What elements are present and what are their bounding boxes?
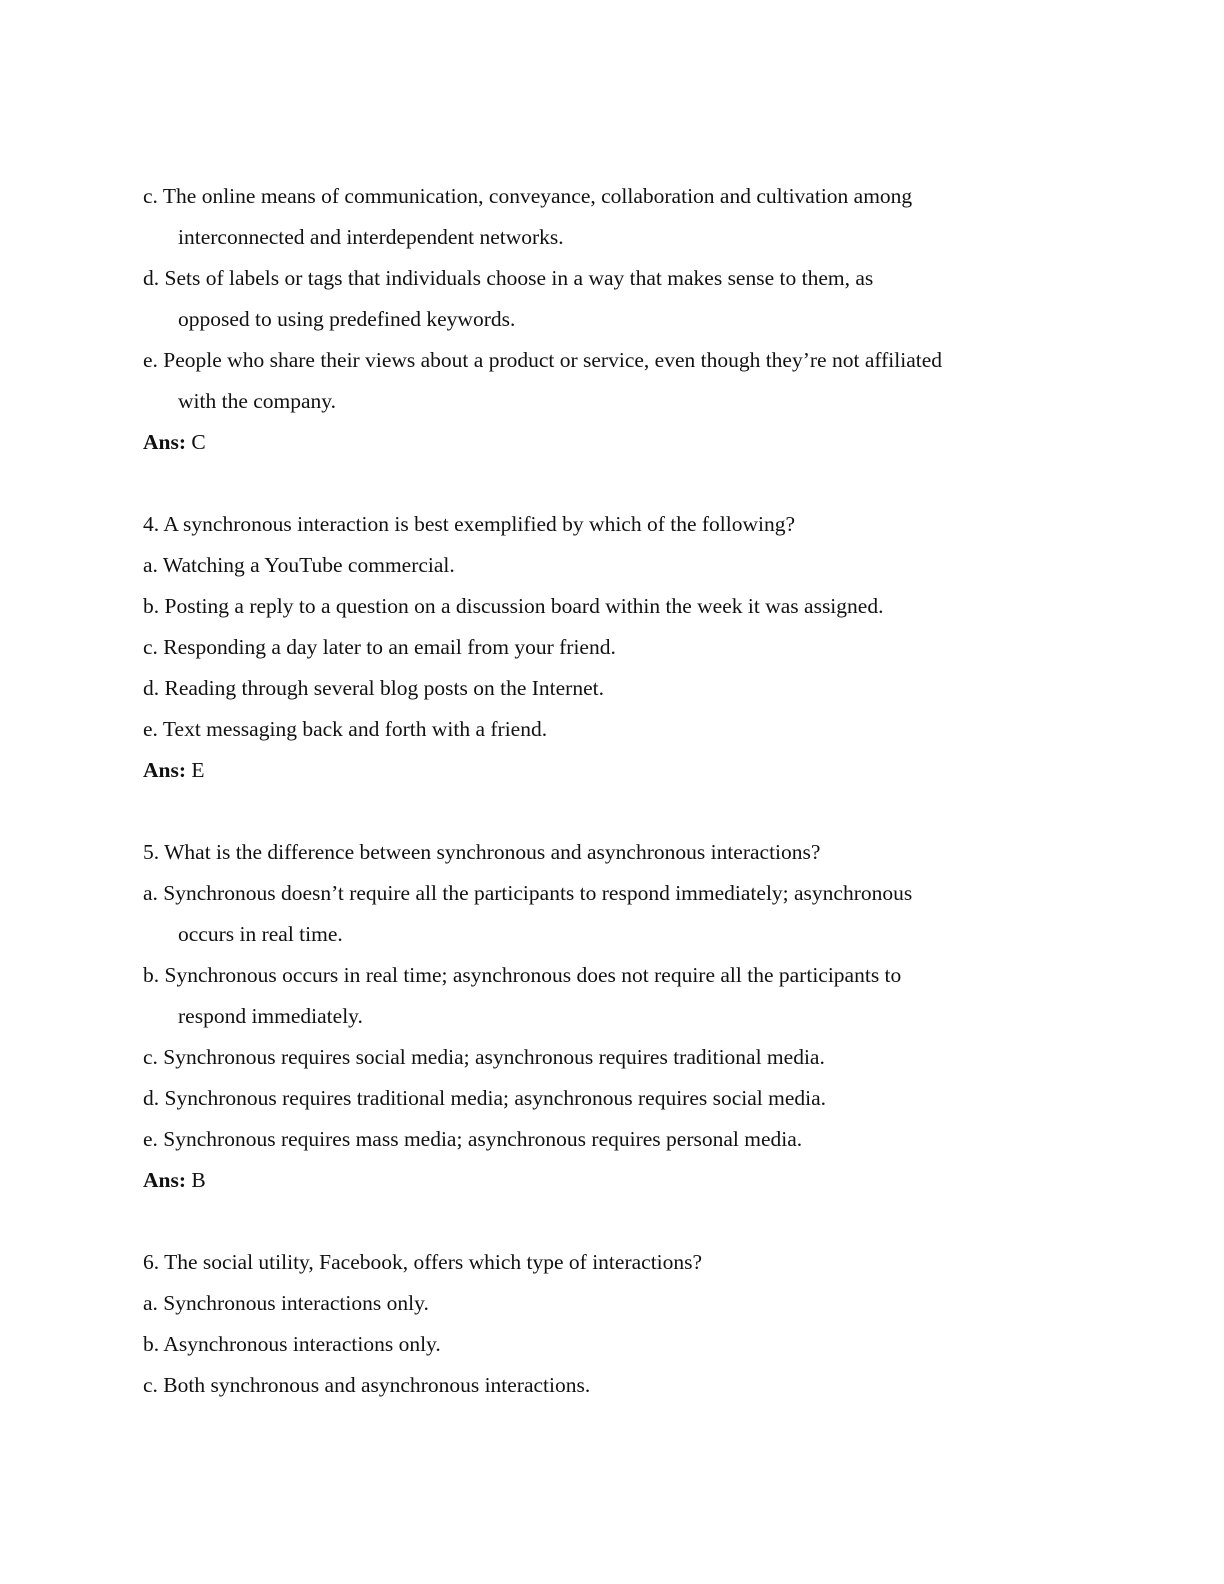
answer-label: Ans: xyxy=(143,758,187,782)
option-line-continued: with the company. xyxy=(178,389,337,413)
continued-question xyxy=(143,176,1103,463)
answer xyxy=(143,750,1103,791)
option-d: d. Reading through several blog posts on the Internet. xyxy=(143,676,604,700)
document-page xyxy=(143,176,1103,1406)
option-a xyxy=(143,873,1103,955)
option-d xyxy=(143,258,1103,340)
option-line-continued: opposed to using predefined keywords. xyxy=(178,307,516,331)
option-c xyxy=(143,176,1103,258)
option-a: a. Watching a YouTube commercial. xyxy=(143,553,455,577)
option-e xyxy=(143,340,1103,422)
option-d: d. Synchronous requires traditional media; asynchronous requires social media. xyxy=(143,1086,827,1110)
option-line-continued: interconnected and interdependent networks. xyxy=(178,225,564,249)
option-e: e. Synchronous requires mass media; asynchronous requires personal media. xyxy=(143,1127,803,1151)
question-6 xyxy=(143,1242,1103,1406)
option-b xyxy=(143,955,1103,1037)
option-b: b. Posting a reply to a question on a discussion board within the week it was assigned. xyxy=(143,594,884,618)
question-text: 6. The social utility, Facebook, offers which type of interactions? xyxy=(143,1250,703,1274)
spacer xyxy=(143,463,1103,504)
option-line: a. Synchronous doesn’t require all the participants to respond immediately; asynchronous xyxy=(143,881,913,905)
question-text: 5. What is the difference between synchronous and asynchronous interactions? xyxy=(143,840,821,864)
answer-value: C xyxy=(186,430,206,454)
option-c: c. Both synchronous and asynchronous interactions. xyxy=(143,1373,591,1397)
option-line: e. People who share their views about a product or service, even though they’re not affiliated xyxy=(143,348,943,372)
spacer xyxy=(143,1201,1103,1242)
question-4 xyxy=(143,504,1103,791)
answer xyxy=(143,422,1103,463)
question-5 xyxy=(143,832,1103,1201)
answer xyxy=(143,1160,1103,1201)
option-b: b. Asynchronous interactions only. xyxy=(143,1332,441,1356)
question-text: 4. A synchronous interaction is best exemplified by which of the following? xyxy=(143,512,796,536)
option-line: d. Sets of labels or tags that individuals choose in a way that makes sense to them, as xyxy=(143,266,874,290)
answer-value: E xyxy=(186,758,205,782)
option-e: e. Text messaging back and forth with a friend. xyxy=(143,717,548,741)
option-c: c. Responding a day later to an email from your friend. xyxy=(143,635,616,659)
option-c: c. Synchronous requires social media; asynchronous requires traditional media. xyxy=(143,1045,825,1069)
option-line: b. Synchronous occurs in real time; asynchronous does not require all the participants to xyxy=(143,963,902,987)
option-a: a. Synchronous interactions only. xyxy=(143,1291,429,1315)
spacer xyxy=(143,791,1103,832)
answer-label: Ans: xyxy=(143,430,187,454)
option-line: c. The online means of communication, conveyance, collaboration and cultivation among xyxy=(143,184,913,208)
answer-label: Ans: xyxy=(143,1168,187,1192)
option-line-continued: occurs in real time. xyxy=(178,922,343,946)
option-line-continued: respond immediately. xyxy=(178,1004,363,1028)
answer-value: B xyxy=(186,1168,206,1192)
